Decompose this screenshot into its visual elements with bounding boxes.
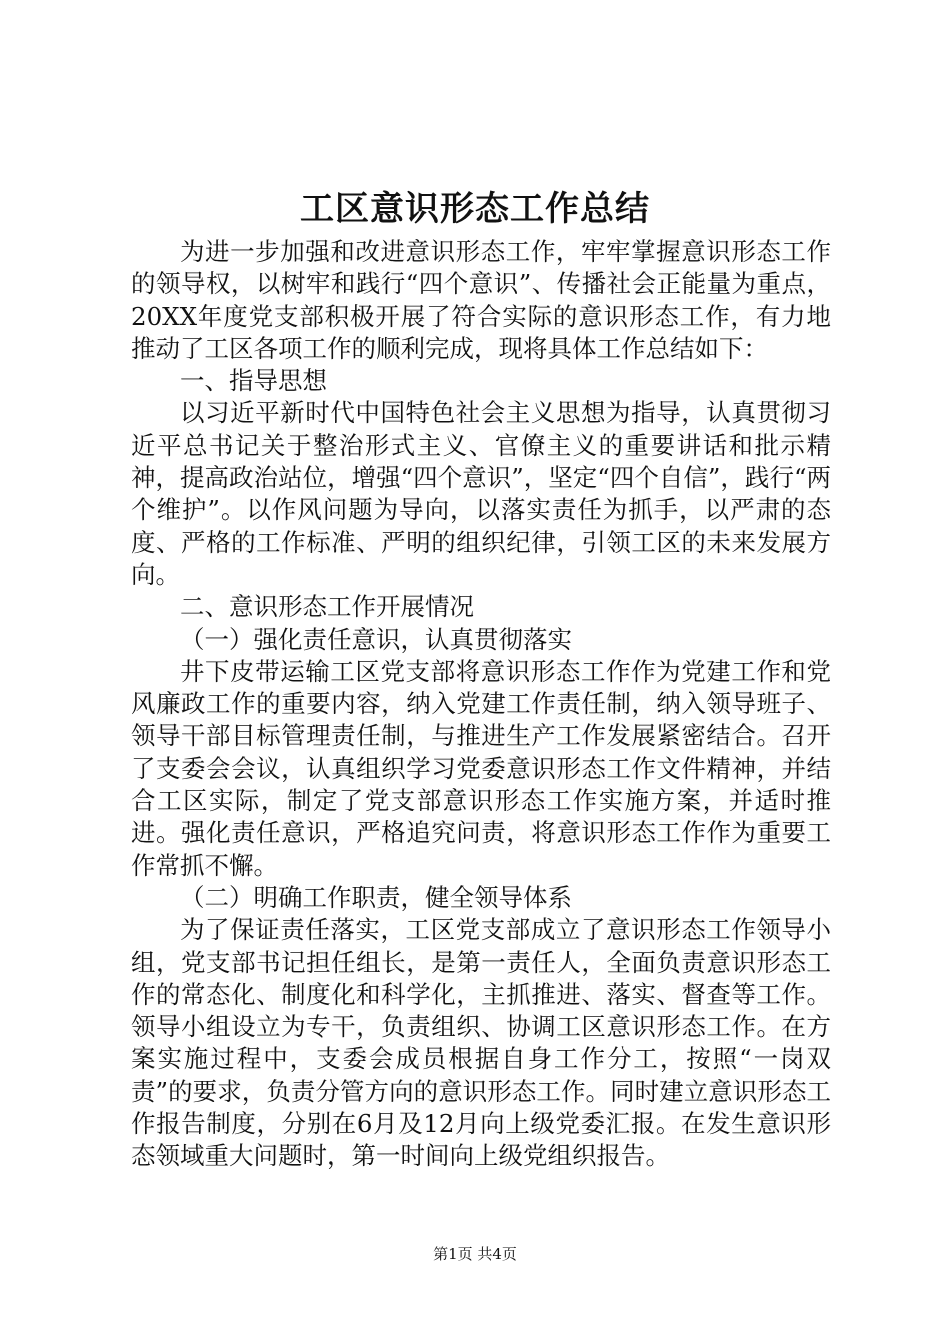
leadership-paragraph: 为了保证责任落实，工区党支部成立了意识形态工作领导小组，党支部书记担任组长，是第一责任人，全面负责意识形态工作的常态化、制度化和科学化，主抓推进、落实、督查等工作。领导小组设立为专干，负责组织、协调工区意识形态工作。在方案实施过程中，支委会成员根据自身工作分工，按照“一岗双责”的要求，负责分管方向的意识形态工作。同时建立意识形态工作报告制度，分别在6月及12月向上级党委汇报。在发生意识形态领域重大问题时，第一时间向上级党组织报告。 <box>131 915 831 1171</box>
intro-paragraph: 为进一步加强和改进意识形态工作，牢牢掌握意识形态工作的领导权，以树牢和践行“四个意识”、传播社会正能量为重点，20XX年度党支部积极开展了符合实际的意识形态工作，有力地推动了工区各项工作的顺利完成，现将具体工作总结如下： <box>131 237 831 363</box>
section-heading-guiding-ideology: 一、指导思想 <box>180 366 327 396</box>
section-heading-work-progress: 二、意识形态工作开展情况 <box>180 592 474 622</box>
responsibility-paragraph: 井下皮带运输工区党支部将意识形态工作作为党建工作和党风廉政工作的重要内容，纳入党建工作责任制，纳入领导班子、领导干部目标管理责任制，与推进生产工作发展紧密结合。召开了支委会会议，认真组织学习党委意识形态工作文件精神，并结合工区实际，制定了党支部意识形态工作实施方案，并适时推进。强化责任意识，严格追究问责，将意识形态工作作为重要工作常抓不懈。 <box>131 656 831 880</box>
document-title: 工区意识形态工作总结 <box>300 189 650 229</box>
guiding-ideology-paragraph: 以习近平新时代中国特色社会主义思想为指导，认真贯彻习近平总书记关于整治形式主义、官僚主义的重要讲话和批示精神，提高政治站位，增强“四个意识”，坚定“四个自信”，践行“两个维护”。以作风问题为导向，以落实责任为抓手，以严肃的态度、严格的工作标准、严明的组织纪律，引领工区的未来发展方向。 <box>131 398 831 589</box>
page-footer: 第1页 共4页 <box>433 1245 517 1263</box>
subsection-heading-leadership: （二）明确工作职责，健全领导体系 <box>180 882 572 912</box>
document-body <box>131 236 831 1173</box>
subsection-heading-responsibility: （一）强化责任意识，认真贯彻落实 <box>180 624 572 654</box>
